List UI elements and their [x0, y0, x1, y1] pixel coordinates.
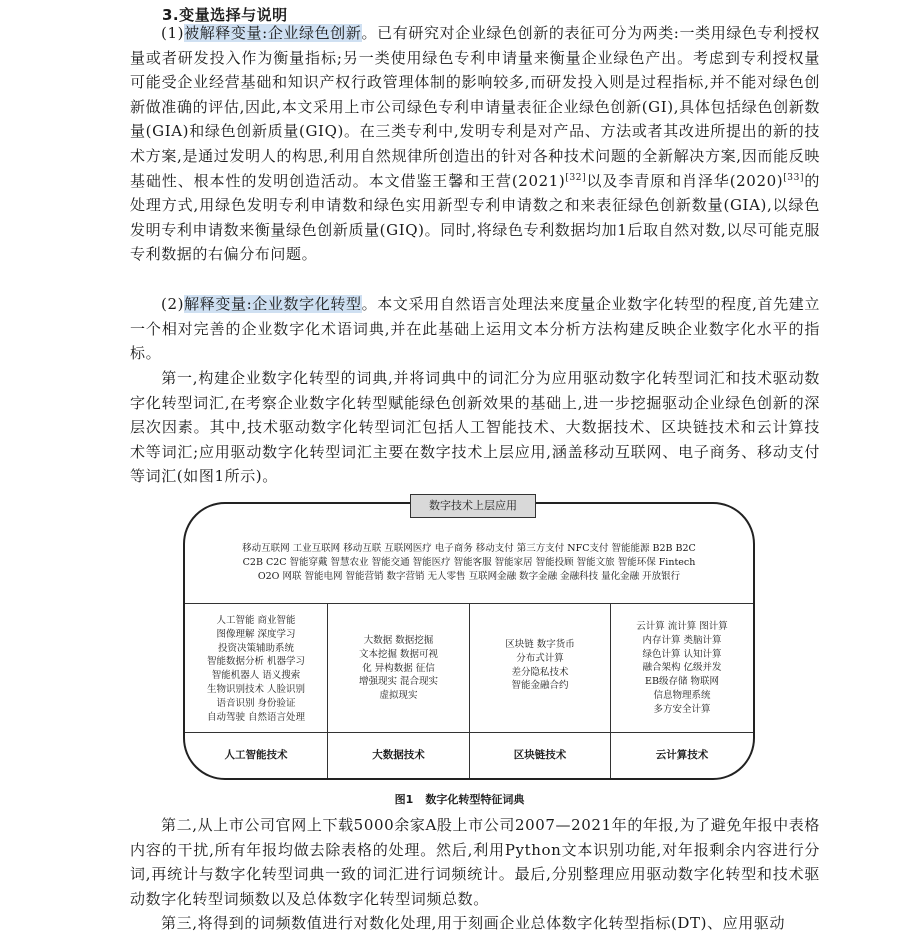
column-label-big-data: 大数据技术 [328, 732, 469, 778]
term-line: 信息物理系统 [653, 689, 711, 701]
term-line: 多方安全计算 [653, 703, 711, 715]
cloud-terms [611, 620, 753, 717]
term-line: 大数据 数据挖掘 [363, 635, 434, 646]
paragraph-step-one [130, 366, 820, 489]
big-data-terms [328, 634, 469, 703]
term-line: 分布式计算 [516, 652, 564, 664]
citation-33: [33] [783, 172, 805, 183]
term-line: 绿色计算 认知计算 [642, 648, 722, 660]
term-line: 文本挖掘 数据可视 [358, 648, 439, 660]
para1-text-b: 以及李青原和肖泽华(2020) [586, 171, 784, 190]
column-cloud [611, 604, 753, 778]
term-line: 区块链 数字货币 [505, 639, 575, 650]
term-line: 差分隐私技术 [511, 666, 569, 678]
term-line: 化 异构数据 征信 [362, 662, 435, 674]
application-terms-line: 移动互联网 工业互联网 移动互联 互联网医疗 电子商务 移动支付 第三方支付 NFC支付 智能能源 B2B B2C [242, 543, 696, 554]
technology-columns [185, 604, 753, 778]
column-ai [185, 604, 328, 778]
para4-text: 第二,从上市公司官网上下载5000余家A股上市公司2007—2021年的年报,为了避免年报中表格内容的干扰,所有年报均做去除表格的处理。然后,利用Python文本识别功能,对年报剩余内容进行分词,再统计与数字化转型词典一致的词汇进行词频统计。最后,分别整理应用驱动数字化转型和技术驱动数字化转型词频数以及总体数字化转型词频总数。 [130, 816, 820, 908]
application-terms-line: C2B C2C 智能穿戴 智慧农业 智能交通 智能医疗 智能客服 智能家居 智能投顾 智能文旅 智能环保 Fintech [242, 557, 696, 568]
citation-32: [32] [565, 172, 587, 183]
para1-text-c: 的处理方式,用绿色发明专利申请数和绿色实用新型专利申请数之和来表征绿色创新数量(GIA),以绿色发明专利申请数来衡量绿色创新质量(GIQ)。同时,将绿色专利数据均加1后取自然对数,以尽可能克服专利数据的右偏分布问题。 [130, 171, 820, 264]
term-line: EB级存储 物联网 [645, 676, 719, 688]
para5-text: 第三,将得到的词频数值进行对数化处理,用于刻画企业总体数字化转型指标(DT)、应用驱动 [161, 914, 786, 932]
upper-application-region [185, 504, 753, 604]
application-terms-line: O2O 网联 智能电网 智能营销 数字营销 无人零售 互联网金融 数字金融 金融科技 量化金融 开放银行 [257, 571, 681, 582]
term-line: 人工智能 商业智能 [216, 615, 296, 626]
term-line: 云计算 流计算 图计算 [636, 621, 728, 632]
figure-caption [0, 791, 919, 807]
application-terms [200, 542, 738, 584]
term-line: 智能机器人 语义搜索 [211, 670, 301, 682]
term-line: 投资决策辅助系统 [217, 642, 294, 654]
highlight-independent-variable: 解释变量:企业数字化转型 [184, 295, 362, 313]
figure-top-title: 数字技术上层应用 [410, 494, 536, 518]
para3-text: 第一,构建企业数字化转型的词典,并将词典中的词汇分为应用驱动数字化转型词汇和技术驱动数字化转型词汇,在考察企业数字化转型赋能绿色创新效果的基础上,进一步挖掘驱动企业绿色创新的深层次因素。其中,技术驱动数字化转型词汇包括人工智能技术、大数据技术、区块链技术和云计算技术等词汇;应用驱动数字化转型词汇主要在数字技术上层应用,涵盖移动互联网、电子商务、移动支付等词汇(如图1所示)。 [130, 369, 820, 486]
blockchain-terms [470, 638, 610, 693]
column-label-cloud: 云计算技术 [611, 732, 753, 778]
term-line: 增强现实 混合现实 [358, 676, 439, 688]
paragraph-step-two [130, 813, 820, 911]
term-line: 图像理解 深度学习 [216, 628, 296, 640]
para2-text: 。本文采用自然语言处理法来度量企业数字化转型的程度,首先建立一个相对完善的企业数字化术语词典,并在此基础上运用文本分析方法构建反映企业数字化水平的指标。 [130, 295, 820, 363]
para1-prefix: (1) [161, 24, 185, 42]
figure-dictionary-diagram [183, 502, 755, 780]
term-line: 内存计算 类脑计算 [642, 634, 722, 646]
term-line: 融合架构 亿级并发 [642, 662, 722, 674]
term-line: 生物识别技术 人脸识别 [206, 683, 306, 695]
paragraph-dependent-variable [130, 21, 820, 267]
term-line: 自动驾驶 自然语言处理 [206, 711, 306, 723]
term-line: 语音识别 身份验证 [216, 697, 296, 709]
column-big-data [328, 604, 470, 778]
paragraph-step-three [130, 911, 820, 936]
figure-caption-text: 数字化转型特征词典 [425, 793, 525, 806]
para2-prefix: (2) [161, 295, 185, 313]
section-heading: 3.变量选择与说明 [162, 6, 288, 24]
term-line: 智能金融合约 [511, 680, 569, 692]
figure-number: 图1 [394, 793, 414, 806]
ai-terms [185, 614, 327, 724]
paragraph-independent-variable [130, 292, 820, 366]
term-line: 虚拟现实 [379, 690, 418, 702]
highlight-dependent-variable: 被解释变量:企业绿色创新 [184, 24, 362, 42]
column-label-ai: 人工智能技术 [185, 732, 327, 778]
column-label-blockchain: 区块链技术 [470, 732, 610, 778]
term-line: 智能数据分析 机器学习 [206, 656, 306, 668]
column-blockchain [470, 604, 611, 778]
para1-text-a: 。已有研究对企业绿色创新的表征可分为两类:一类用绿色专利授权量或者研发投入作为衡量指标;另一类使用绿色专利申请量来衡量企业绿色产出。考虑到专利授权量可能受企业经营基础和知识产权行政管理体制的影响较多,而研发投入则是过程指标,并不能对绿色创新做准确的评估,因此,本文采用上市公司绿色专利申请量表征企业绿色创新(GI),具体包括绿色创新数量(GIA)和绿色创新质量(GIQ)。在三类专利中,发明专利是对产品、方法或者其改进所提出的新的技术方案,是通过发明人的构思,利用自然规律所创造出的针对各种技术问题的全新解决方案,因而能反映基础性、根本性的发明创造活动。本文借鉴王馨和王营(2021) [130, 24, 820, 190]
